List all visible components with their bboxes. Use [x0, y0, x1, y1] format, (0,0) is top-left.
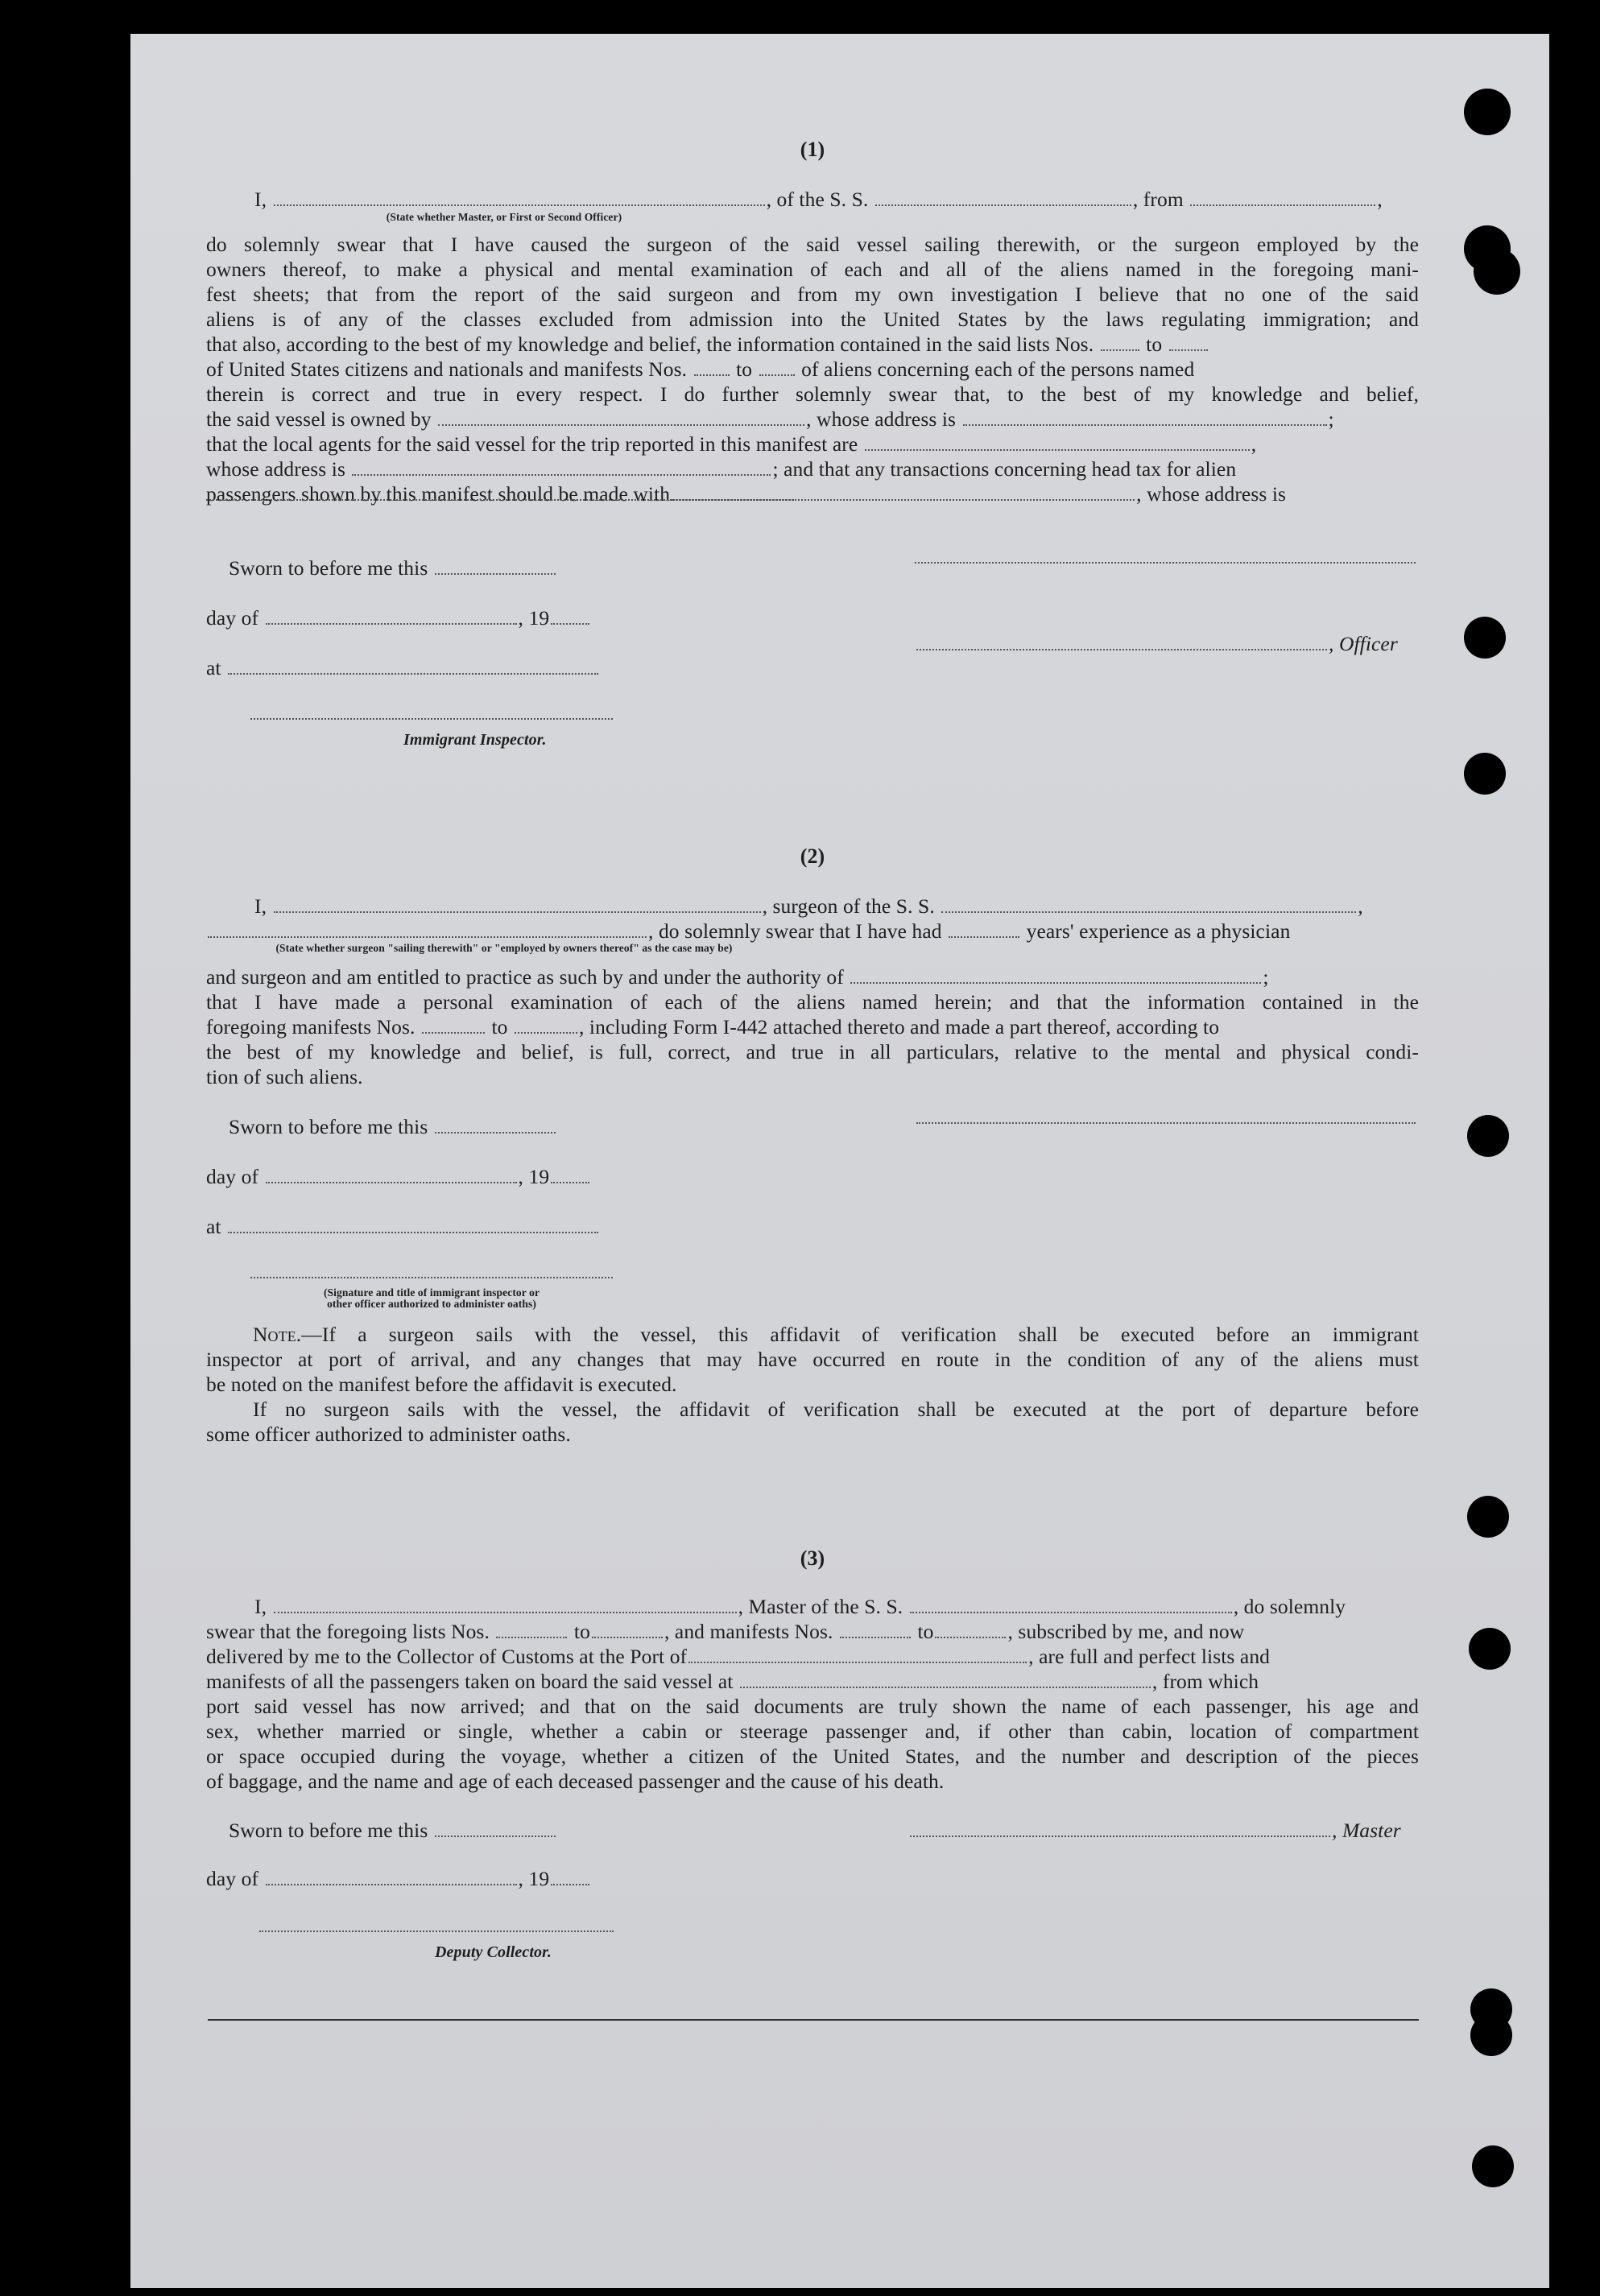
- officer-label: , Officer: [1329, 632, 1398, 655]
- manifest-no-to-field[interactable]: [935, 1622, 1006, 1638]
- year-field[interactable]: [551, 1167, 589, 1183]
- punch-hole: [1474, 248, 1520, 295]
- ship-name-field[interactable]: [941, 897, 1356, 913]
- text: ; and that any transactions concerning head tax for alien: [772, 457, 1237, 481]
- sig-note: (Signature and title of immigrant inspector or: [323, 1286, 540, 1299]
- master-label: , Master: [1332, 1819, 1401, 1842]
- officer-name-field[interactable]: [916, 634, 1327, 650]
- officer-rank-field[interactable]: [274, 190, 765, 206]
- text-line: port said vessel has now arrived; and that on the said documents are truly shown the name of each passenger, his age and: [206, 1695, 1419, 1718]
- text-line: be noted on the manifest before the affidavit is executed.: [206, 1373, 677, 1396]
- section-number: (2): [800, 844, 825, 868]
- text: to: [917, 1620, 934, 1643]
- surgeon-status-field[interactable]: [208, 922, 647, 938]
- boarding-port-field[interactable]: [740, 1672, 1151, 1688]
- text: , Master of the S. S.: [738, 1595, 903, 1618]
- text: , whose address is: [806, 407, 957, 431]
- text-line: therein is correct and true in every respect. I do further solemnly swear that, to the best of my knowledge and belief,: [206, 382, 1419, 406]
- punch-hole: [1467, 1115, 1509, 1157]
- sworn-date-field[interactable]: [435, 1821, 556, 1837]
- text-line: If no surgeon sails with the vessel, the affidavit of verification shall be executed at the port of departure before: [253, 1398, 1419, 1421]
- manifest-no-from-field[interactable]: [422, 1018, 485, 1034]
- surgeon-signature-line[interactable]: [916, 1122, 1416, 1124]
- text: delivered by me to the Collector of Customs at the Port of: [206, 1645, 688, 1668]
- text: Sworn to before me this: [229, 1819, 428, 1842]
- text-line: or space occupied during the voyage, whether a citizen of the United States, and the number and description of the pieces: [206, 1745, 1419, 1768]
- text: , of the S. S.: [766, 188, 869, 211]
- sworn-date-field[interactable]: [435, 1117, 556, 1134]
- year-field[interactable]: [551, 1869, 589, 1885]
- text: day of: [206, 1165, 259, 1188]
- punch-hole: [1469, 1628, 1511, 1670]
- text: at: [206, 1215, 221, 1238]
- note-line: [206, 1322, 1419, 1347]
- manifest-no-from-field[interactable]: [694, 360, 730, 376]
- text: day of: [206, 1867, 259, 1890]
- owner-field[interactable]: [438, 410, 804, 426]
- text: ,: [1358, 894, 1363, 918]
- text-line: some officer authorized to administer oaths.: [206, 1423, 571, 1446]
- inspector-label: Immigrant Inspector.: [403, 731, 547, 749]
- sworn-date-field[interactable]: [435, 559, 556, 575]
- place-field[interactable]: [228, 1217, 598, 1233]
- manifest-no-to-field[interactable]: [759, 360, 795, 376]
- text-line: of baggage, and the name and age of each deceased passenger and the cause of his death.: [206, 1769, 945, 1793]
- text: Sworn to before me this: [229, 556, 428, 580]
- punch-hole: [1464, 89, 1511, 135]
- master-signature-line[interactable]: [910, 1821, 1330, 1837]
- inspector-signature-line[interactable]: [250, 1277, 613, 1278]
- text: , from which: [1151, 1670, 1259, 1693]
- agents-address-field[interactable]: [352, 460, 771, 476]
- text-line: that I have made a personal examination of each of the aliens named herein; and that the information contained in the: [206, 990, 1419, 1014]
- master-name-field[interactable]: [274, 1597, 737, 1613]
- text: , 19: [518, 606, 550, 630]
- text: ;: [1328, 407, 1334, 431]
- ship-name-field[interactable]: [875, 190, 1131, 206]
- text: at: [206, 656, 221, 679]
- local-agents-field[interactable]: [865, 435, 1250, 451]
- text: day of: [206, 606, 259, 630]
- place-field[interactable]: [228, 659, 598, 675]
- from-port-field[interactable]: [1190, 190, 1375, 206]
- port-field[interactable]: [688, 1647, 1027, 1663]
- inspector-signature-line[interactable]: [250, 718, 613, 720]
- head-tax-contact-field[interactable]: [672, 485, 1135, 501]
- text: I,: [254, 894, 267, 918]
- list-no-from-field[interactable]: [1101, 335, 1139, 351]
- text: to: [491, 1015, 508, 1039]
- text-line: do solemnly swear that I have caused the surgeon of the said vessel sailing therewith, or the surgeon employed by the: [206, 233, 1419, 256]
- text-line: sex, whether married or single, whether a cabin or steerage passenger and, if other than cabin, location of compartment: [206, 1720, 1419, 1743]
- manifest-no-from-field[interactable]: [840, 1622, 911, 1638]
- text-line: fest sheets; that from the report of the said surgeon and from my own investigation I believe that no one of the said: [206, 283, 1419, 306]
- officer-signature-line[interactable]: [915, 562, 1416, 564]
- year-field[interactable]: [551, 609, 589, 625]
- text: and surgeon and am entitled to practice as such by and under the authority of: [206, 965, 844, 989]
- day-field[interactable]: [266, 1167, 517, 1183]
- subnote: (State whether Master, or First or Second Officer): [386, 211, 622, 223]
- text: whose address is: [206, 457, 345, 481]
- text: , do solemnly swear that I have had: [648, 919, 942, 943]
- note-label: Note.: [253, 1323, 302, 1346]
- ship-name-field[interactable]: [910, 1597, 1232, 1613]
- text: I,: [254, 188, 267, 211]
- text: to: [573, 1620, 590, 1643]
- text: ;: [1263, 965, 1269, 989]
- text: , from: [1132, 188, 1184, 211]
- text: —If a surgeon sails with the vessel, this affidavit of verification shall be executed before an immigrant: [301, 1323, 1419, 1346]
- list-no-to-field[interactable]: [1169, 335, 1208, 351]
- authority-field[interactable]: [850, 968, 1261, 984]
- text: , and manifests Nos.: [664, 1620, 833, 1643]
- punch-hole: [1464, 753, 1506, 795]
- text: I,: [254, 1595, 267, 1618]
- subnote: (State whether surgeon "sailing therewith" or "employed by owners thereof" as the case may be): [275, 942, 733, 954]
- text: of aliens concerning each of the persons named: [801, 357, 1195, 381]
- text: to: [736, 357, 753, 381]
- text-line: owners thereof, to make a physical and mental examination of each and all of the aliens named in the foregoing mani-: [206, 258, 1419, 281]
- text: , including Form I-442 attached thereto and made a part thereof, according to: [578, 1015, 1220, 1039]
- text-line: tion of such aliens.: [206, 1065, 363, 1088]
- owner-address-field[interactable]: [963, 410, 1327, 426]
- bottom-rule: [208, 2019, 1419, 2021]
- text: , are full and perfect lists and: [1028, 1645, 1271, 1668]
- day-field[interactable]: [266, 609, 517, 625]
- text-line: aliens is of any of the classes excluded from admission into the United States by the laws regulating immigration; and: [206, 308, 1419, 331]
- text: , whose address is: [1136, 482, 1287, 506]
- text-line: the best of my knowledge and belief, is full, correct, and true in all particulars, relative to the mental and physical condi-: [206, 1040, 1419, 1063]
- list-no-from-field[interactable]: [496, 1622, 567, 1638]
- text: ,: [1377, 188, 1383, 211]
- text: years' experience as a physician: [1026, 919, 1291, 943]
- text: that the local agents for the said vessel for the trip reported in this manifest are: [206, 432, 858, 456]
- text: that also, according to the best of my knowledge and belief, the information contained in the said lists Nos.: [206, 332, 1094, 356]
- text: ,: [1251, 432, 1257, 456]
- text: passengers shown by this manifest should be made with: [206, 482, 671, 506]
- surgeon-name-field[interactable]: [274, 897, 761, 913]
- text-line: inspector at port of arrival, and any changes that may have occurred en route in the condition of any of the aliens must: [206, 1348, 1419, 1371]
- list-no-to-field[interactable]: [592, 1622, 663, 1638]
- text: to: [1146, 332, 1163, 356]
- punch-hole: [1464, 617, 1506, 659]
- punch-hole: [1472, 2145, 1514, 2187]
- punch-hole: [1467, 1496, 1509, 1538]
- sig-note: other officer authorized to administer oaths): [327, 1298, 536, 1310]
- section-number: (1): [800, 138, 825, 161]
- manifest-no-to-field[interactable]: [515, 1018, 577, 1034]
- text: manifests of all the passengers taken on board the said vessel at: [206, 1670, 734, 1693]
- section-number: (3): [800, 1546, 825, 1570]
- text: foregoing manifests Nos.: [206, 1015, 416, 1039]
- years-experience-field[interactable]: [949, 922, 1019, 938]
- text: Sworn to before me this: [229, 1115, 428, 1138]
- text: the said vessel is owned by: [206, 407, 432, 431]
- text: swear that the foregoing lists Nos.: [206, 1620, 490, 1643]
- day-field[interactable]: [266, 1869, 517, 1885]
- deputy-signature-line[interactable]: [259, 1931, 614, 1932]
- punch-hole: [1470, 2014, 1512, 2056]
- text: , surgeon of the S. S.: [762, 894, 935, 918]
- text: , 19: [518, 1165, 550, 1188]
- deputy-label: Deputy Collector.: [435, 1943, 552, 1961]
- text: , subscribed by me, and now: [1007, 1620, 1245, 1643]
- text: of United States citizens and nationals and manifests Nos.: [206, 357, 688, 381]
- text: , 19: [518, 1867, 550, 1890]
- text: , do solemnly: [1233, 1595, 1346, 1618]
- address-line[interactable]: [206, 499, 794, 501]
